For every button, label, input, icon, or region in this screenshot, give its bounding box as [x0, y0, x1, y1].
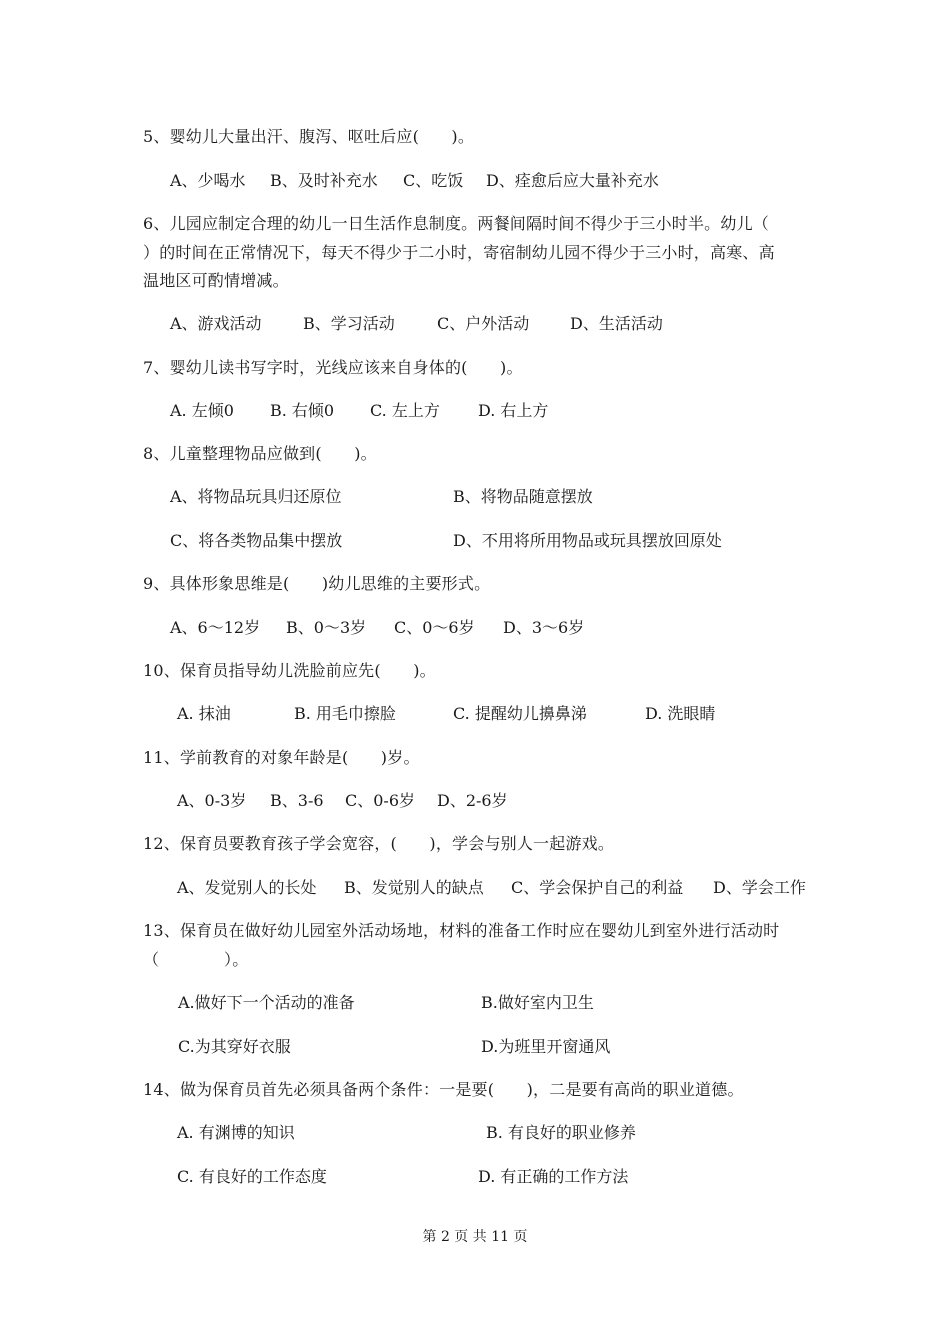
- question-10-option-c: C. 提醒幼儿擤鼻涕: [453, 704, 587, 723]
- question-5-option-b: B、及时补充水: [270, 171, 378, 190]
- question-11-option-d: D、2-6岁: [437, 791, 508, 810]
- question-11-option-b: B、3-6: [270, 791, 324, 810]
- question-5-stem: 5、婴幼儿大量出汗、腹泻、呕吐后应( )。: [143, 127, 475, 146]
- question-9-stem: 9、具体形象思维是( )幼儿思维的主要形式。: [143, 574, 491, 593]
- question-9-option-c: C、0～6岁: [394, 618, 475, 637]
- question-9-option-d: D、3～6岁: [503, 618, 585, 637]
- question-10-option-b: B. 用毛巾擦脸: [294, 704, 396, 723]
- question-10-option-d: D. 洗眼睛: [645, 704, 716, 723]
- question-13-stem-line-2: （ ）。: [143, 950, 249, 969]
- question-12-option-d: D、学会工作: [713, 878, 806, 897]
- question-13-stem-line-1: 13、保育员在做好幼儿园室外活动场地，材料的准备工作时应在婴幼儿到室外进行活动时: [143, 921, 780, 940]
- question-5-option-d: D、痊愈后应大量补充水: [486, 171, 659, 190]
- question-6-stem-line-3: 温地区可酌情增减。: [143, 271, 289, 290]
- question-14-option-c: C. 有良好的工作态度: [177, 1167, 327, 1186]
- question-6-stem-line-2: ）的时间在正常情况下，每天不得少于二小时，寄宿制幼儿园不得少于三小时，高寒、高: [143, 243, 775, 262]
- question-13-option-c: C.为其穿好衣服: [178, 1037, 291, 1056]
- question-9-option-a: A、6～12岁: [170, 618, 261, 637]
- question-12-option-c: C、学会保护自己的利益: [511, 878, 684, 897]
- question-6-option-d: D、生活活动: [570, 314, 663, 333]
- question-12-stem: 12、保育员要教育孩子学会宽容，( )，学会与别人一起游戏。: [143, 834, 615, 853]
- question-14-option-d: D. 有正确的工作方法: [478, 1167, 629, 1186]
- page-number-footer: 第 2 页 共 11 页: [422, 1229, 528, 1245]
- question-6-option-b: B、学习活动: [303, 314, 395, 333]
- question-12-option-a: A、发觉别人的长处: [177, 878, 317, 897]
- question-11-stem: 11、学前教育的对象年龄是( )岁。: [143, 748, 420, 767]
- question-7-option-b: B. 右倾0: [270, 401, 335, 420]
- question-14-option-a: A. 有渊博的知识: [177, 1123, 295, 1142]
- question-5-option-c: C、吃饭: [403, 171, 464, 190]
- question-8-option-d: D、不用将所用物品或玩具摆放回原处: [453, 531, 722, 550]
- question-7-stem: 7、婴幼儿读书写字时，光线应该来自身体的( )。: [143, 358, 523, 377]
- question-5-option-a: A、少喝水: [170, 171, 246, 190]
- question-8-option-b: B、将物品随意摆放: [453, 487, 593, 506]
- question-6-option-a: A、游戏活动: [170, 314, 262, 333]
- question-13-option-d: D.为班里开窗通风: [481, 1037, 611, 1056]
- question-6-stem-line-1: 6、儿园应制定合理的幼儿一日生活作息制度。两餐间隔时间不得少于三小时半。幼儿（: [143, 214, 769, 233]
- question-7-option-a: A. 左倾0: [170, 401, 234, 420]
- question-11-option-a: A、0-3岁: [177, 791, 247, 810]
- question-14-option-b: B. 有良好的职业修养: [486, 1123, 636, 1142]
- question-12-option-b: B、发觉别人的缺点: [344, 878, 484, 897]
- question-6-option-c: C、户外活动: [437, 314, 530, 333]
- question-10-stem: 10、保育员指导幼儿洗脸前应先( )。: [143, 661, 436, 680]
- question-8-option-a: A、将物品玩具归还原位: [170, 487, 342, 506]
- question-8-stem: 8、儿童整理物品应做到( )。: [143, 444, 377, 463]
- question-11-option-c: C、0-6岁: [345, 791, 416, 810]
- question-8-option-c: C、将各类物品集中摆放: [170, 531, 343, 550]
- question-10-option-a: A. 抹油: [177, 704, 231, 723]
- question-7-option-c: C. 左上方: [370, 401, 440, 420]
- question-13-option-a: A.做好下一个活动的准备: [178, 993, 355, 1012]
- question-7-option-d: D. 右上方: [478, 401, 549, 420]
- question-14-stem: 14、做为保育员首先必须具备两个条件：一是要( )，二是要有高尚的职业道德。: [143, 1080, 744, 1099]
- question-9-option-b: B、0～3岁: [286, 618, 367, 637]
- question-13-option-b: B.做好室内卫生: [481, 993, 594, 1012]
